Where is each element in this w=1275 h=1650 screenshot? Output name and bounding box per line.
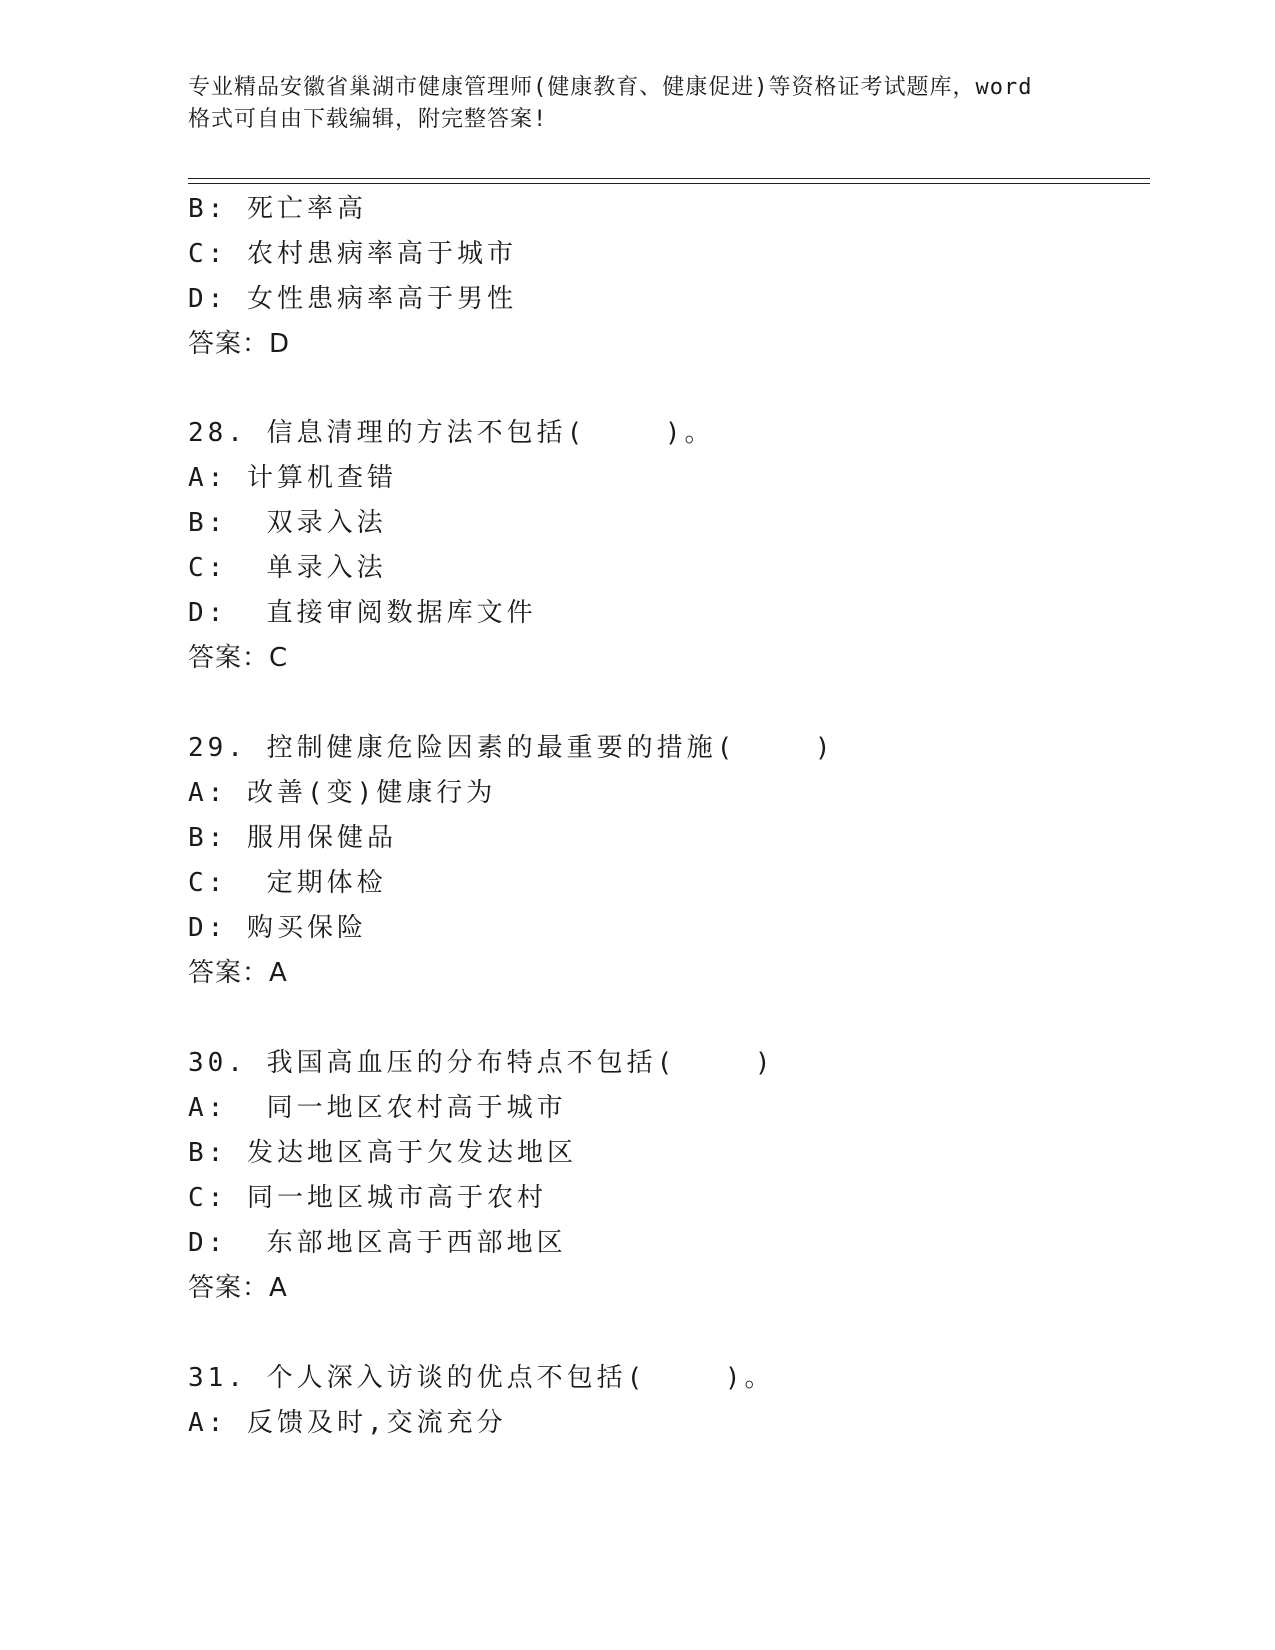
- q28-option-c: C: 单录入法: [188, 553, 387, 583]
- q31-option-a: A: 反馈及时,交流充分: [188, 1408, 507, 1438]
- header-divider-bottom: [188, 183, 1150, 184]
- q27-option-b: B: 死亡率高: [188, 194, 367, 224]
- q27-answer: 答案：D: [188, 329, 291, 359]
- document-header: [188, 72, 1088, 136]
- header-divider-top: [188, 178, 1150, 179]
- q28-question: 28. 信息清理的方法不包括( )。: [188, 418, 715, 448]
- q30-question: 30. 我国高血压的分布特点不包括( ): [188, 1048, 775, 1078]
- q29-option-a: A: 改善(变)健康行为: [188, 778, 497, 808]
- q27-option-c: C: 农村患病率高于城市: [188, 239, 517, 269]
- q27-option-d: D: 女性患病率高于男性: [188, 284, 517, 314]
- q28-option-a: A: 计算机查错: [188, 463, 397, 493]
- q29-option-d: D: 购买保险: [188, 913, 367, 943]
- q30-answer: 答案：A: [188, 1273, 288, 1303]
- q30-option-c: C: 同一地区城市高于农村: [188, 1183, 547, 1213]
- header-line-1: 专业精品安徽省巢湖市健康管理师(健康教育、健康促进)等资格证考试题库，word: [188, 75, 1033, 100]
- q28-option-b: B: 双录入法: [188, 508, 387, 538]
- q30-option-b: B: 发达地区高于欠发达地区: [188, 1138, 577, 1168]
- q29-question: 29. 控制健康危险因素的最重要的措施( ): [188, 733, 835, 763]
- q29-option-b: B: 服用保健品: [188, 823, 397, 853]
- q30-option-a: A: 同一地区农村高于城市: [188, 1093, 567, 1123]
- q29-option-c: C: 定期体检: [188, 868, 387, 898]
- q29-answer: 答案：A: [188, 958, 288, 988]
- q28-option-d: D: 直接审阅数据库文件: [188, 598, 537, 628]
- q30-option-d: D: 东部地区高于西部地区: [188, 1228, 567, 1258]
- q31-question: 31. 个人深入访谈的优点不包括( )。: [188, 1363, 775, 1393]
- q28-answer: 答案：C: [188, 643, 289, 673]
- header-line-2: 格式可自由下载编辑，附完整答案!: [188, 107, 548, 132]
